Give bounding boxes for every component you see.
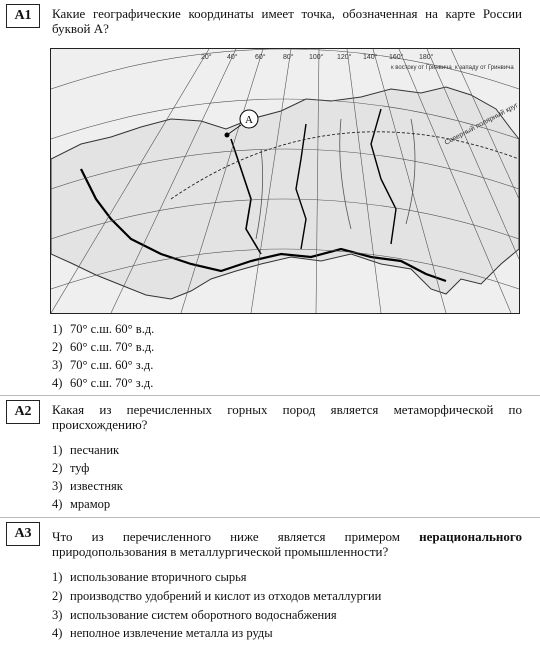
option-text: 60° с.ш. 70° в.д.	[70, 340, 155, 354]
option-a3-2[interactable]	[52, 589, 381, 604]
option-number: 1)	[52, 443, 63, 457]
russia-map	[50, 48, 520, 314]
option-text: мрамор	[70, 497, 111, 511]
map-graphic	[51, 49, 519, 313]
question-text-part: Что из перечисленного ниже является примером	[52, 529, 420, 544]
meridian-label: 180°	[419, 54, 434, 61]
option-number: 4)	[52, 376, 63, 390]
east-note: к востоку от Гринвича	[391, 65, 452, 71]
meridian-label: 40°	[227, 54, 238, 61]
meridian-label: 80°	[283, 54, 294, 61]
option-text: использование вторичного сырья	[70, 570, 247, 584]
question-text-a1: Какие географические координаты имеет точка, обозначенная на карте России буквой А?	[52, 6, 522, 36]
question-text-emphasis: нерационального	[419, 529, 522, 544]
option-a2-1[interactable]	[52, 443, 119, 458]
arctic-circle-label: Северный полярный круг	[443, 102, 519, 147]
meridian-label: 140°	[363, 54, 378, 61]
option-number: 4)	[52, 626, 63, 640]
option-text: туф	[70, 461, 90, 475]
divider	[0, 395, 540, 396]
option-text: 60° с.ш. 70° з.д.	[70, 376, 154, 390]
question-number-a1: A1	[6, 4, 40, 28]
option-text: неполное извлечение металла из руды	[70, 626, 273, 640]
question-number-a3: A3	[6, 522, 40, 546]
option-a3-1[interactable]	[52, 570, 247, 585]
option-a1-3[interactable]	[52, 358, 153, 373]
option-number: 3)	[52, 608, 63, 622]
option-number: 2)	[52, 589, 63, 603]
option-number: 1)	[52, 322, 63, 336]
option-text: известняк	[70, 479, 123, 493]
option-number: 1)	[52, 570, 63, 584]
option-a1-4[interactable]	[52, 376, 153, 391]
option-a1-1[interactable]	[52, 322, 154, 337]
divider	[0, 517, 540, 518]
meridian-label: 160°	[389, 54, 404, 61]
option-text: 70° с.ш. 60° з.д.	[70, 358, 154, 372]
option-a3-4[interactable]	[52, 626, 273, 641]
question-text-part: природопользования в металлургической промышленности?	[52, 544, 389, 559]
question-text-a2: Какая из перечисленных горных пород является метаморфической по происхождению?	[52, 402, 522, 432]
option-number: 4)	[52, 497, 63, 511]
option-a2-2[interactable]	[52, 461, 89, 476]
option-text: 70° с.ш. 60° в.д.	[70, 322, 155, 336]
option-number: 3)	[52, 479, 63, 493]
option-a3-3[interactable]	[52, 608, 337, 623]
meridian-label: 120°	[337, 54, 352, 61]
option-a2-3[interactable]	[52, 479, 123, 494]
option-text: песчаник	[70, 443, 120, 457]
option-number: 2)	[52, 340, 63, 354]
option-text: использование систем оборотного водоснабжения	[70, 608, 337, 622]
option-number: 3)	[52, 358, 63, 372]
point-a-label: A	[245, 114, 253, 126]
meridian-label: 20°	[201, 54, 212, 61]
question-text-a3	[52, 529, 522, 559]
option-a1-2[interactable]	[52, 340, 154, 355]
option-a2-4[interactable]	[52, 497, 110, 512]
option-text: производство удобрений и кислот из отходов металлургии	[70, 589, 382, 603]
meridian-label: 60°	[255, 54, 266, 61]
meridian-label: 100°	[309, 54, 324, 61]
west-note: к западу от Гринвича	[455, 65, 514, 71]
option-number: 2)	[52, 461, 63, 475]
question-number-a2: A2	[6, 400, 40, 424]
